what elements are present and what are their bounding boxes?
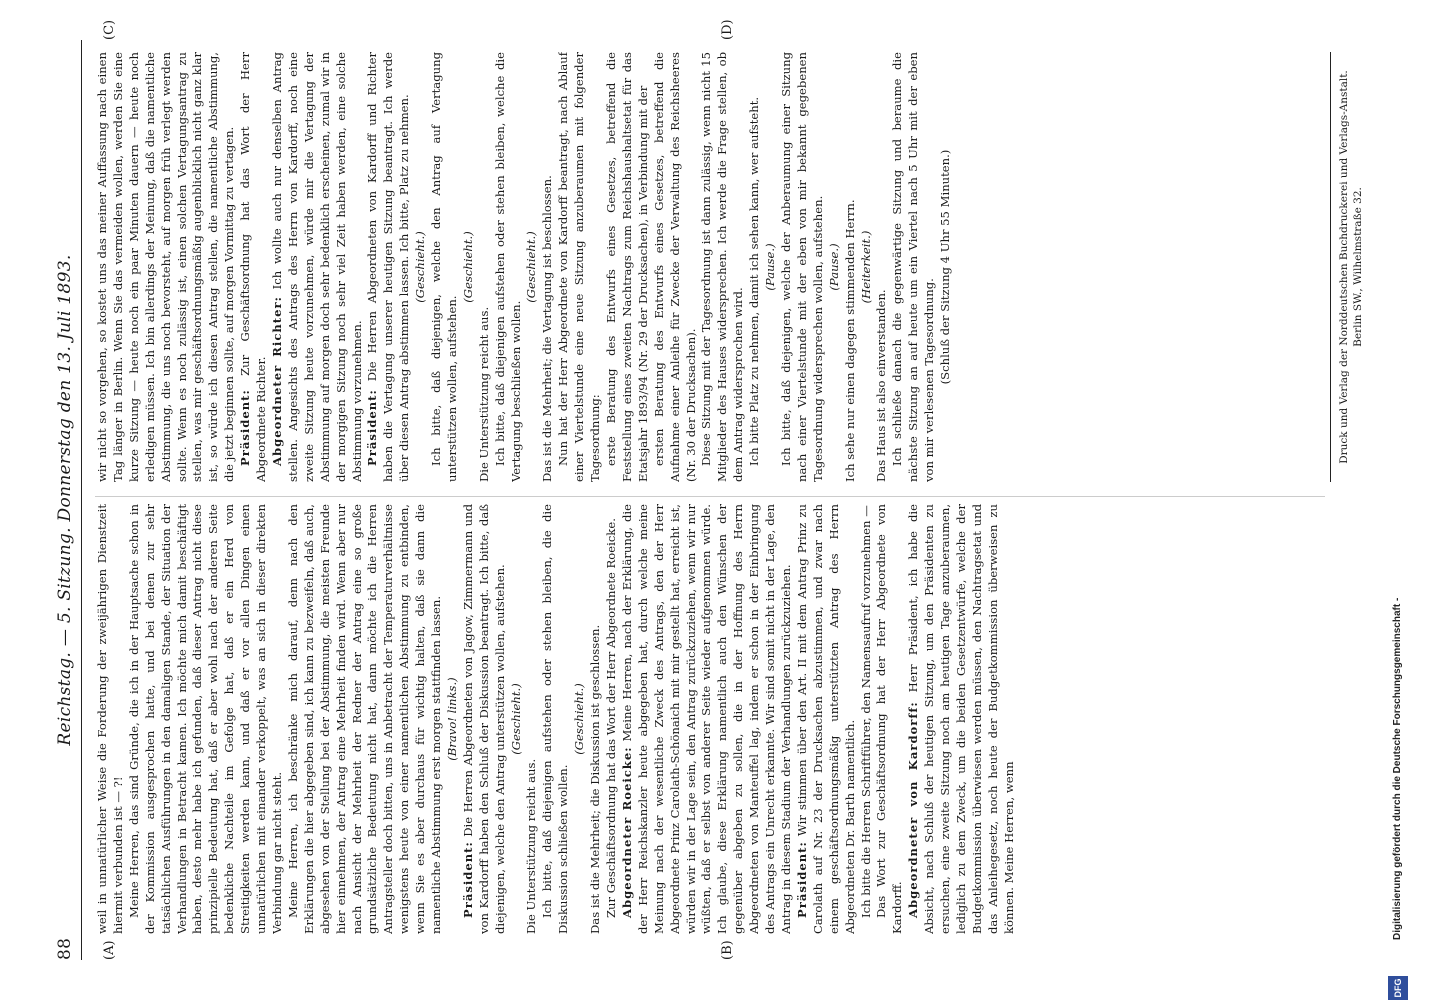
speaker-name: Abgeordneter Roeicke: — [619, 746, 634, 918]
interjection: (Geschieht.) — [508, 683, 523, 755]
speaker-paragraph: Abgeordneter von Kardorff: Herr Präsident, ich habe die Absicht, nach Schluß der heutigen Sitzung, um den Präsidenten zu ersuchen, eine zweite Sitzung noch am heutigen Tage anzuberaumen, lediglich zu dem Zweck, um die beiden Gesetzentwürfe, welche der Budgetkommission überwiesen werden müssen, den Nachtragsetat und das Anleihegesetz, noch heute der Budgetkommission überweisen zu können. Meine Herren, wenn — [906, 504, 1016, 934]
imprint — [1330, 52, 1365, 482]
paragraph: Das ist die Mehrheit; die Diskussion ist geschlossen. — [588, 624, 603, 934]
interjection: (Geschieht.) — [413, 231, 428, 303]
speaker-paragraph: Abgeordneter Roeicke: Meine Herren, nach der Erklärung, die der Herr Reichskanzler heute abgegeben hat, durch welche meine Meinung nach der wesentliche Zweck des Antrags, den der Herr Abgeordnete Prinz Carolath-Schönaich mit mir gestellt hat, erreicht ist, würden wir in der Lage sein, den Antrag zurückzuziehen, wenn wir nur wüßten, daß er selbst von anderer Seite wieder aufgenommen würde. Ich glaube, diese Erklärung namentlich auch den Wünschen der gegenüber abgeben zu sollen, die in der Hoffnung des Herrn Abgeordneten von Manteuffel lag, indem er schon in der Einbringung des Antrags ein Unrecht erkannte. Wir sind somit nicht in der Lage, den Antrag in diesem Stadium der Verhandlungen zurückzuziehen. — [619, 504, 793, 934]
paragraph: Ich bitte, daß diejenigen aufstehen oder stehen bleiben, welche die Vertagung beschließen wollen. — [492, 52, 523, 482]
session-close: (Schluß der Sitzung 4 Uhr 55 Minuten.) — [938, 149, 953, 385]
interjection: (Bravo! links.) — [444, 677, 459, 761]
speaker-name: Präsident: — [460, 841, 475, 918]
interjection: (Pause.) — [826, 243, 841, 291]
interjection: (Geschieht.) — [460, 231, 475, 303]
page-number: 88 — [55, 937, 75, 960]
paragraph: Meine Herren, das sind Gründe, die ich in der Hauptsache schon in der Kommission ausgesprochen hatte, und bei denen zur sehr tatsächlichen Ausführungen in den damaligen Stande, der Situation der Verhandlungen in Betracht kamen. Ich möchte mich damit beschäftigt haben, desto mehr habe ich gefunden, daß dieser Antrag nicht diese prinzipielle Bedeutung hat, daß er aber wohl nach der anderen Seite bedenkliche Nachteile im Gefolge hat, daß er ein Herd von Streitigkeiten werden kann, und daß er vor allen Dingen einen unnatürlichen mit einander verkoppelt, was an sich in dieser direkten Verbindung gar nicht steht. — [126, 504, 284, 934]
left-column — [95, 504, 1325, 934]
speaker-name: Präsident: — [365, 389, 380, 466]
speaker-name: Abgeordneter von Kardorff: — [906, 701, 921, 918]
dfg-credit — [1388, 0, 1410, 1000]
speaker-paragraph: Präsident: Die Herren Abgeordneten von Kardorff und Richter haben die Vertagung unserer heutigen Sitzung beantragt. Ich werde über diesen Antrag abstimmen lassen. Ich bitte, Platz zu nehmen. — [365, 52, 412, 482]
margin-marker-c: (C) — [102, 19, 117, 40]
page-title: Reichstag. — 5. Sitzung. Donnerstag den 13. Juli 1893. — [55, 254, 75, 746]
paragraph: Das Haus ist also einverstanden. — [874, 289, 889, 482]
interjection: (Geschieht.) — [572, 683, 587, 755]
paragraph: Nun hat der Herr Abgeordnete von Kardorff beantragt, nach Ablauf einer Viertelstunde eine neue Sitzung anzuberaumen mit folgender Tagesordnung: — [556, 52, 603, 482]
speaker-paragraph: Präsident: Die Herren Abgeordneten von Jagow, Zimmermann und von Kardorff haben den Schluß der Diskussion beantragt. Ich bitte, daß diejenigen, welche den Antrag unterstützen wollen, aufstehen. — [460, 504, 507, 934]
imprint-rule — [1330, 52, 1331, 482]
paragraph: Die Unterstützung reicht aus. — [476, 306, 491, 482]
paragraph: Ich bitte, daß diejenigen, welche der Anberaumung einer Sitzung nach einer Viertelstunde mit der eben von mir bekannt gegebenen Tagesordnung widersprechen wollen, aufstehen. — [778, 52, 825, 482]
speaker-name: Präsident: — [794, 841, 809, 918]
paragraph: Die Unterstützung reicht aus. — [524, 758, 539, 934]
margin-marker-b: (B) — [720, 940, 735, 960]
column-divider — [95, 496, 1325, 497]
paragraph: Das Wort zur Geschäftsordnung hat der Herr Abgeordnete von Kardorff. — [874, 504, 905, 934]
paragraph: Das ist die Mehrheit; die Vertagung ist beschlossen. — [540, 175, 555, 482]
agenda-item: erste Beratung des Entwurfs eines Gesetzes, betreffend die Feststellung eines zweiten Nachtrags zum Reichshaushaltsetat für das Etatsjahr 1893/94 (Nr. 29 der Drucksachen), in Verbindung mit der — [604, 52, 650, 482]
paragraph: Ich bitte, daß diejenigen aufstehen oder stehen bleiben, die die Diskussion schließen wollen. — [540, 504, 571, 934]
right-column — [95, 52, 1325, 482]
margin-marker-a: (A) — [102, 940, 117, 960]
speaker-name: Präsident: — [238, 389, 253, 466]
interjection: (Heiterkeit.) — [858, 230, 873, 304]
page-header — [55, 40, 85, 960]
paragraph: Ich bitte, daß diejenigen, welche den Antrag auf Vertagung unterstützen wollen, aufstehen. — [429, 52, 459, 482]
dfg-logo: DFG — [1388, 976, 1408, 1000]
paragraph: Diese Sitzung mit der Tagesordnung ist dann zulässig, wenn nicht 15 Mitglieder des Hauses widersprechen. Ich werde die Frage stellen, ob dem Antrag widersprochen wird. — [699, 52, 746, 482]
paragraph: Ich schließe danach die gegenwärtige Sitzung und beraume die nächste Sitzung an auf heute um ein Viertel nach 5 Uhr mit der eben von mir verlesenen Tagesordnung. — [890, 52, 937, 482]
margin-marker-d: (D) — [720, 19, 735, 40]
paragraph: weil in unnatürlicher Weise die Forderung der zweijährigen Dienstzeit hiermit verbunden ist — ?! — [95, 504, 125, 934]
interjection: (Geschieht.) — [524, 231, 539, 303]
interjection: (Pause.) — [763, 243, 778, 291]
speaker-paragraph: Präsident: Wir stimmen über den Art. II mit dem Antrag Prinz zu Carolath auf Nr. 23 der Drucksachen abzustimmen, und zwar nach einem geschäftsordnungsmäßig unterstützten Antrag des Herrn Abgeordneten Dr. Barth namentlich. — [794, 504, 857, 934]
speaker-paragraph: Abgeordneter Richter: Ich wollte auch nur denselben Antrag stellen. Angesichts des Antrags des Herrn von Kardorff, noch eine zweite Sitzung heute vorzunehmen, würde mir die Vertagung der Abstimmung auf morgen doch sehr bedenklich erscheinen, zumal wir in der morgigen Sitzung noch sehr viel Zeit haben werden, eine solche Abstimmung vorzunehmen. — [269, 52, 364, 482]
header-rule — [81, 40, 82, 960]
agenda-item: ersten Beratung des Entwurfs eines Gesetzes, betreffend die Aufnahme einer Anleihe für Zwecke der Verwaltung des Reichsheeres (Nr. 30 der Drucksachen). — [651, 52, 698, 482]
speaker-name: Abgeordneter Richter: — [269, 296, 284, 466]
paragraph: Ich sehe nur einen dagegen stimmenden Herrn. — [842, 199, 857, 482]
paragraph: Zur Geschäftsordnung hat das Wort der Herr Abgeordnete Roeicke. — [604, 518, 618, 918]
imprint-line-2: Berlin SW., Wilhelmstraße 32. — [1352, 187, 1364, 347]
paragraph: Meine Herren, ich beschränke mich darauf, denn nach den Erklärungen die hier abgegeben sind, ich kann zu bezweifeln, daß auch, abgesehen von der Stellung bei der Abstimmung, die meisten Freunde hier einnehmen, der Antrag eine Mehrheit finden wird. Wenn aber nur nach Ansicht der Mehrheit der Redner der Antrag eine so große grundsätzliche Bedeutung nicht hat, dann möchte ich die Herren Antragsteller doch bitten, uns in Anbetracht der Temperaturverhältnisse wenigstens heute von einer namentlichen Abstimmung zu entbinden, wenn Sie es aber durchaus für wichtig halten, daß sie dann die namentliche Abstimmung erst morgen stattfinden lassen. — [285, 504, 444, 934]
paragraph: Ich bitte die Herren Schriftführer, den Namensaufruf vorzunehmen — — [858, 505, 873, 918]
paragraph: wir nicht so vorgehen, so kostet uns das meiner Auffassung nach einen Tag länger in Berlin. Wenn Sie das vermeiden wollen, werden Sie eine kurze Sitzung — heute noch ein paar Minuten dauern — heute noch erledigen müssen. Ich bin allerdings der Meinung, daß die namentliche Abstimmung, die uns noch bevorsteht, auf morgen früh verlegt werden sollte. Wenn es noch zulässig ist, einen solchen Vertagungsantrag zu stellen, was mir geschäftsordnungsmäßig augenblicklich nicht ganz klar ist, so würde ich diesen Antrag stellen, die namentliche Abstimmung, die jetzt beginnen sollte, auf morgen Vormittag zu vertagen. — [95, 52, 237, 482]
imprint-line-1: Druck und Verlag der Norddeutschen Buchdruckerei und Verlags-Anstalt. — [1338, 70, 1350, 464]
paragraph: Ich bitte Platz zu nehmen, damit ich sehen kann, wer aufsteht. — [747, 96, 762, 466]
speaker-paragraph: Präsident: Zur Geschäftsordnung hat das Wort der Herr Abgeordnete Richter. — [238, 52, 269, 482]
dfg-credit-text: Digitalisierung gefördert durch die Deutsche Forschungsgemeinschaft - — [1392, 597, 1403, 940]
